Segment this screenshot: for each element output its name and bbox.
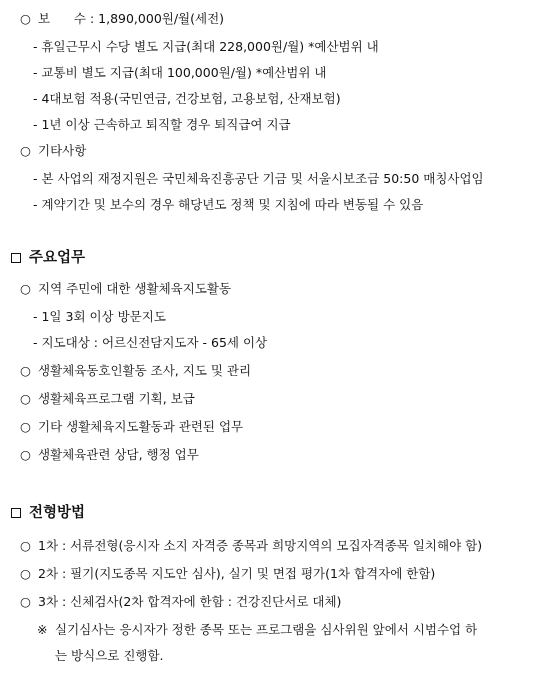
duty-subitem: - 1일 3회 이상 방문지도 (33, 309, 166, 324)
selection-text: 3차 : 신체검사(2차 합격자에 한함 : 건강진단서로 대체) (38, 594, 342, 609)
circle-bullet: ○ (20, 143, 31, 158)
pay-detail-insurance: - 4대보험 적용(국민연금, 건강보험, 고용보험, 산재보험) (33, 91, 341, 106)
selection-heading-text: 전형방법 (29, 505, 86, 521)
selection-text: 2차 : 필기(지도종목 지도안 심사), 실기 및 면접 평가(1차 합격자에 한함) (38, 566, 436, 581)
other-matters-line (20, 142, 86, 160)
pay-detail-transport: - 교통비 별도 지급(최대 100,000원/월) *예산범위 내 (33, 65, 327, 80)
duties-heading-text: 주요업무 (29, 250, 86, 266)
duty-text: 생활체육프로그램 기획, 보급 (38, 391, 195, 406)
duty-text: 생활체육동호인활동 조사, 지도 및 관리 (38, 363, 252, 378)
circle-bullet: ○ (20, 363, 31, 378)
reference-mark-icon: ※ (37, 622, 48, 637)
duty-text: 생활체육관련 상담, 행정 업무 (38, 447, 199, 462)
circle-bullet: ○ (20, 566, 31, 581)
duty-item (20, 362, 251, 380)
selection-item (20, 593, 341, 611)
duty-item (20, 418, 243, 436)
duty-text: 지역 주민에 대한 생활체육지도활동 (38, 281, 232, 296)
circle-bullet: ○ (20, 419, 31, 434)
square-bullet-icon (11, 508, 21, 518)
other-detail-contract: - 계약기간 및 보수의 경우 해당년도 정책 및 지침에 따라 변동될 수 있음 (33, 197, 424, 212)
pay-text: 보 수 : 1,890,000원/월(세전) (38, 11, 225, 26)
pay-detail-holiday: - 휴일근무시 수당 별도 지급(최대 228,000원/월) *예산범위 내 (33, 39, 379, 54)
duty-text: 기타 생활체육지도활동과 관련된 업무 (38, 419, 244, 434)
duty-item (20, 446, 199, 464)
other-matters-title: 기타사항 (38, 143, 87, 158)
selection-heading (11, 504, 85, 522)
selection-text: 1차 : 서류전형(응시자 소지 자격증 종목과 희망지역의 모집자격종목 일치해야 함) (38, 538, 483, 553)
circle-bullet: ○ (20, 11, 31, 26)
circle-bullet: ○ (20, 447, 31, 462)
note-text-line2: 는 방식으로 진행함. (55, 648, 164, 663)
pay-detail-severance: - 1년 이상 근속하고 퇴직할 경우 퇴직급여 지급 (33, 117, 291, 132)
circle-bullet: ○ (20, 391, 31, 406)
selection-item (20, 565, 435, 583)
duty-item (20, 280, 231, 298)
circle-bullet: ○ (20, 594, 31, 609)
other-detail-funding: - 본 사업의 재정지원은 국민체육진흥공단 기금 및 서울시보조금 50:50 매칭사업임 (33, 171, 484, 186)
note-text-line1: 실기심사는 응시자가 정한 종목 또는 프로그램을 심사위원 앞에서 시범수업 하 (55, 622, 478, 637)
duty-subitem: - 지도대상 : 어르신전담지도자 - 65세 이상 (33, 335, 268, 350)
pay-line (20, 10, 224, 28)
circle-bullet: ○ (20, 538, 31, 553)
selection-item (20, 537, 482, 555)
duty-item (20, 390, 195, 408)
square-bullet-icon (11, 253, 21, 263)
duties-heading (11, 249, 85, 267)
circle-bullet: ○ (20, 281, 31, 296)
selection-note (37, 621, 477, 639)
